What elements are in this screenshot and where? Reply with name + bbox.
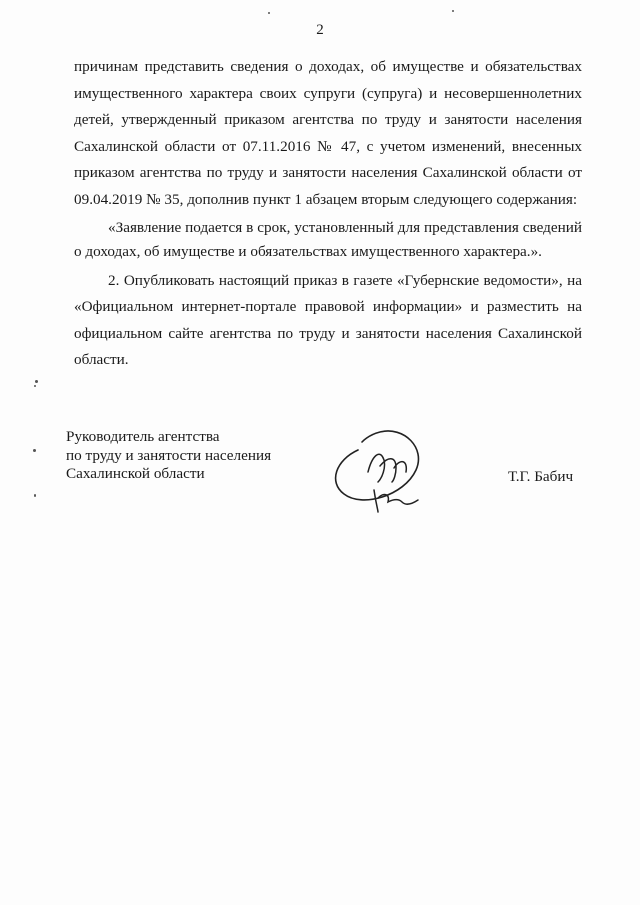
scan-speck [33,449,36,452]
paragraph-publication-order: 2. Опубликовать настоящий приказ в газете «Губернские ведомости», на «Официальном интернет-портале правовой информации» и разместить на официальном сайте агентства по труду и занятости населения Сахалинской области. [74,271,582,369]
scan-speck [452,10,454,12]
signer-position-line: по труду и занятости населения [66,446,272,464]
signer-position [66,428,306,484]
paragraph-continuation: причинам представить сведения о доходах, об имуществе и обязательствах имущественного характера своих супруги (супруга) и несовершеннолетних детей, утвержденный приказом агентства по труду и занятости населения Сахалинской области от 07.11.2016 № 47, с учетом изменений, внесенных приказом агентства по труду и занятости населения Сахалинской области от 09.04.2019 № 35, дополнив пункт 1 абзацем вторым следующего содержания: [74,58,582,208]
handwritten-signature [318,412,438,522]
scan-speck [35,380,38,383]
page-number: 2 [316,22,324,38]
document-body [74,54,582,374]
scan-speck [34,494,36,497]
paragraph-quoted-amendment: «Заявление подается в срок, установленный для представления сведений о доходах, об имуществе и обязательствах имущественного характера.». [74,218,582,260]
scan-speck [34,385,36,387]
signer-position-line: Руководитель агентства [66,428,220,445]
signer-position-line: Сахалинской области [66,465,205,482]
scan-speck [268,12,270,14]
signer-name: Т.Г. Бабич [508,468,574,485]
